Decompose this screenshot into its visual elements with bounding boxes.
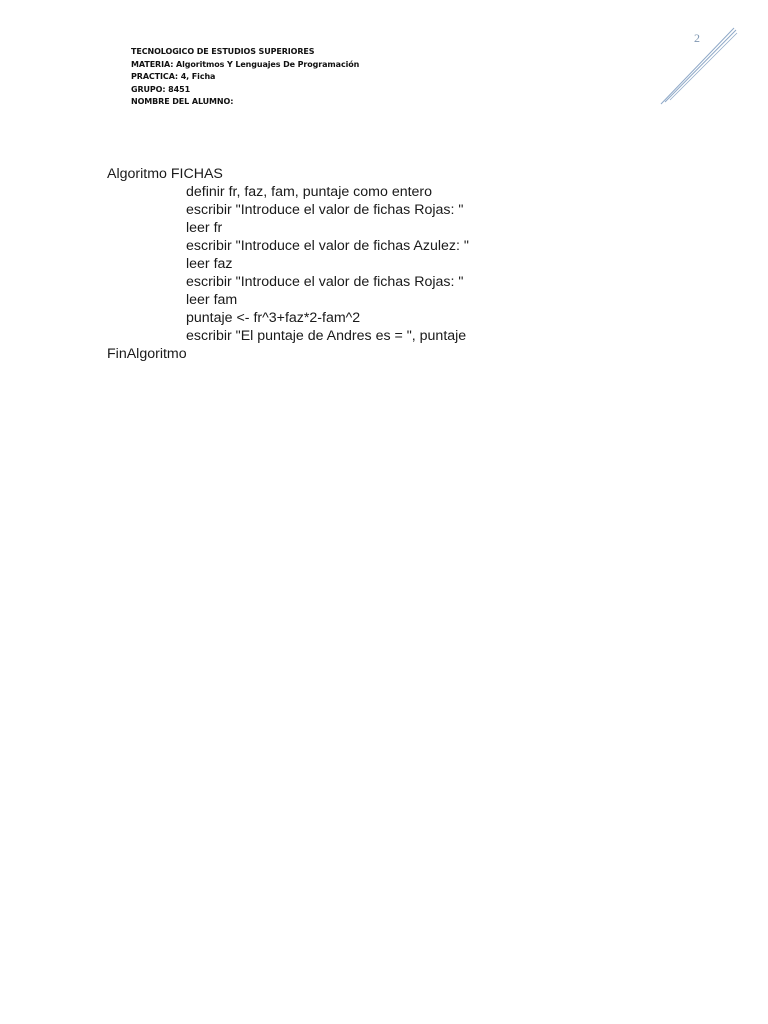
code-line-write-red-2: escribir "Introduce el valor de fichas Rojas: " bbox=[186, 274, 464, 290]
code-line-algorithm-start: Algoritmo FICHAS bbox=[107, 166, 223, 182]
header-student-name: NOMBRE DEL ALUMNO: bbox=[131, 97, 234, 106]
corner-line-3 bbox=[670, 33, 737, 100]
code-line-read-fam: leer fam bbox=[186, 292, 238, 308]
header-institution: TECNOLOGICO DE ESTUDIOS SUPERIORES bbox=[131, 47, 315, 56]
corner-line-1 bbox=[661, 28, 734, 104]
code-line-score-calc: puntaje <- fr^3+faz*2-fam^2 bbox=[186, 310, 361, 326]
code-line-define: definir fr, faz, fam, puntaje como entero bbox=[186, 184, 433, 200]
code-line-algorithm-end: FinAlgoritmo bbox=[107, 346, 187, 362]
page-number: 2 bbox=[694, 31, 700, 45]
code-line-write-score: escribir "El puntaje de Andres es = ", puntaje bbox=[186, 328, 467, 344]
pseudocode-block bbox=[107, 165, 469, 363]
header-practice: PRACTICA: 4, Ficha bbox=[131, 72, 216, 81]
code-line-read-fr: leer fr bbox=[186, 220, 223, 236]
document-header bbox=[131, 46, 359, 109]
code-line-write-blue: escribir "Introduce el valor de fichas Azulez: " bbox=[186, 238, 469, 254]
header-subject: MATERIA: Algoritmos Y Lenguajes De Programación bbox=[131, 59, 360, 69]
header-group: GRUPO: 8451 bbox=[131, 84, 191, 94]
corner-line-2 bbox=[665, 30, 736, 102]
corner-decoration-lines bbox=[655, 25, 740, 110]
code-line-write-red: escribir "Introduce el valor de fichas Rojas: " bbox=[186, 202, 464, 218]
code-line-read-faz: leer faz bbox=[186, 256, 233, 272]
